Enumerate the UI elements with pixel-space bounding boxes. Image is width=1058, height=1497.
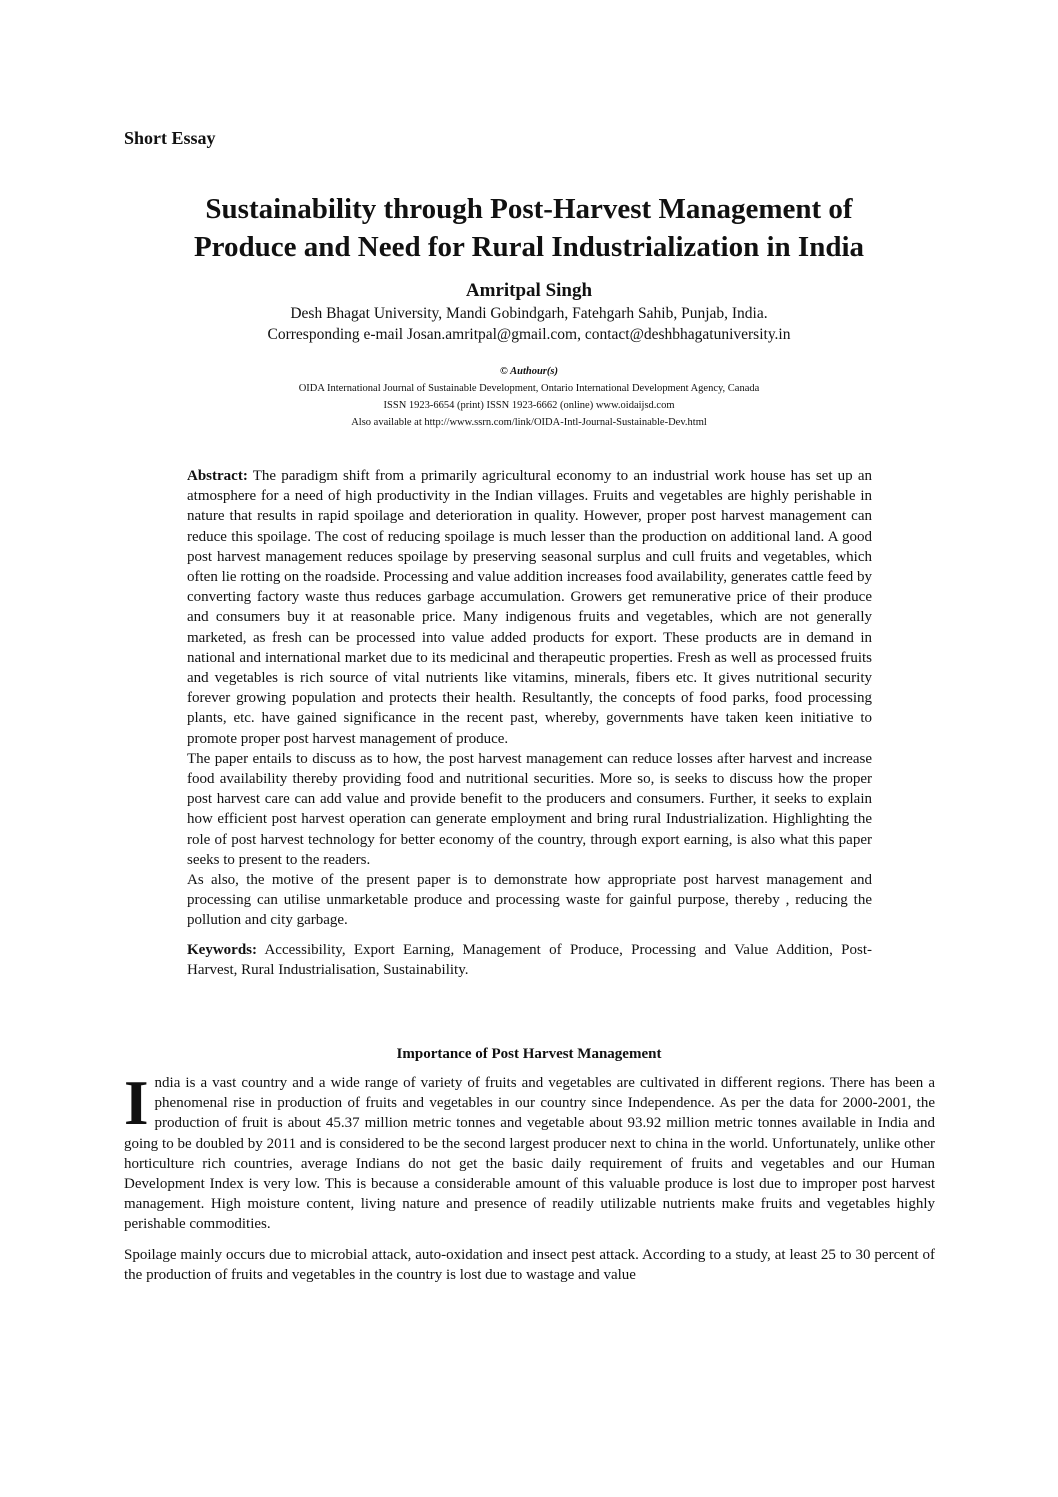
issn-line: ISSN 1923-6654 (print) ISSN 1923-6662 (online) www.oidaijsd.com — [383, 400, 675, 411]
abstract-paragraph-1 — [187, 466, 872, 749]
affiliation-text: Desh Bhagat University, Mandi Gobindgarh, Fatehgarh Sahib, Punjab, India. — [290, 305, 768, 322]
drop-cap: I — [124, 1068, 149, 1138]
body-paragraph-1 — [124, 1068, 935, 1235]
paper-title — [60, 190, 998, 266]
title-line-2: Produce and Need for Rural Industrialization in India — [193, 231, 865, 263]
essay-type-label: Short Essay — [124, 128, 216, 148]
body-text-1: ndia is a vast country and a wide range of variety of fruits and vegetables are cultivated in different regions. There has been a phenomenal rise in production of fruits and vegetables in our country since Independence. As per the data for 2000-2001, the production of fruit is about 45.37 million metric tonnes and vegetable about 93.92 million metric tonnes available in India and going to be doubled by 2011 and is considered to be the second largest producer next to china in the world. Unfortunately, unlike other horticulture rich countries, average Indians do not get the basic daily requirement of fruits and vegetables and our Human Development Index is very low. This is because a considerable amount of this valuable produce is lost due to improper post harvest management. High moisture content, living nature and presence of readily utilizable nutrients make fruits and vegetables highly perishable commodities. — [124, 1075, 935, 1233]
abstract-block — [187, 466, 872, 980]
author-affiliation — [60, 303, 998, 345]
title-line-1: Sustainability through Post-Harvest Management of — [205, 193, 853, 225]
keywords-paragraph — [187, 940, 872, 980]
journal-meta — [60, 363, 998, 431]
journal-name: OIDA International Journal of Sustainable Development, Ontario International Development Agency, Canada — [298, 383, 760, 394]
abstract-text-1: The paradigm shift from a primarily agricultural economy to an industrial work house has set up an atmosphere for a need of high productivity in the Indian villages. Fruits and vegetables are highly perishable in nature that results in rapid spoilage and deterioration in quality. However, proper post harvest management can reduce this spoilage. The cost of reducing spoilage is much lesser than the production on additional land. A good post harvest management reduces spoilage by preserving seasonal surplus and cull fruits and vegetables, which often lie rotting on the roadside. Processing and value addition increases food availability, generates cattle feed by converting factory waste thus reduces garbage accumulation. Growers get remunerative price of their produce and consumers buy it at reasonable price. Many indigenous fruits and vegetables, which are not generally marketed, as fresh can be processed into value added products for export. These products are in demand in national and international market due to its medicinal and therapeutic properties. Fresh as well as processed fruits and vegetables is rich source of vital nutrients like vitamins, minerals, fibers etc. It gives nutritional security forever growing population and protects their health. Resultantly, the concepts of food parks, food processing plants, etc. have gained significance in the recent past, whereby, governments have taken keen initiative to promote proper post harvest management of produce. — [187, 468, 872, 747]
keywords-label: Keywords: — [187, 941, 257, 958]
availability-link[interactable]: Also available at http://www.ssrn.com/link/OIDA-Intl-Journal-Sustainable-Dev.html — [351, 417, 707, 428]
abstract-paragraph-2: The paper entails to discuss as to how, the post harvest management can reduce losses after harvest and increase food availability thereby providing food and nutritional securities. More so, is seeks to discuss how the proper post harvest care can add value and provide benefit to the producers and consumers. Further, it seeks to explain how efficient post harvest operation can generate employment and bring rural Industrialization. Highlighting the role of post harvest technology for better economy of the country, through export earning, is also what this paper seeks to present to the readers. — [187, 750, 872, 868]
body-text — [124, 1068, 935, 1295]
body-paragraph-2: Spoilage mainly occurs due to microbial attack, auto-oxidation and insect pest attack. According to a study, at least 25 to 30 percent of the production of fruits and vegetables in the country is lost due to wastage and value — [124, 1246, 935, 1283]
abstract-label: Abstract: — [187, 468, 248, 484]
author-name: Amritpal Singh — [465, 280, 593, 301]
corresponding-email: Corresponding e-mail Josan.amritpal@gmail.com, contact@deshbhagatuniversity.in — [267, 326, 791, 343]
copyright-notice: © Authour(s) — [500, 366, 558, 377]
abstract-paragraph-3: As also, the motive of the present paper is to demonstrate how appropriate post harvest management and processing can utilise unmarketable produce and processing waste for gainful purpose, thereby , reducing the pollution and city garbage. — [187, 872, 872, 929]
section-heading: Importance of Post Harvest Management — [396, 1046, 662, 1062]
keywords-text: Accessibility, Export Earning, Management of Produce, Processing and Value Addition, Post-Harvest, Rural Industrialisation, Sustainability. — [187, 941, 872, 978]
